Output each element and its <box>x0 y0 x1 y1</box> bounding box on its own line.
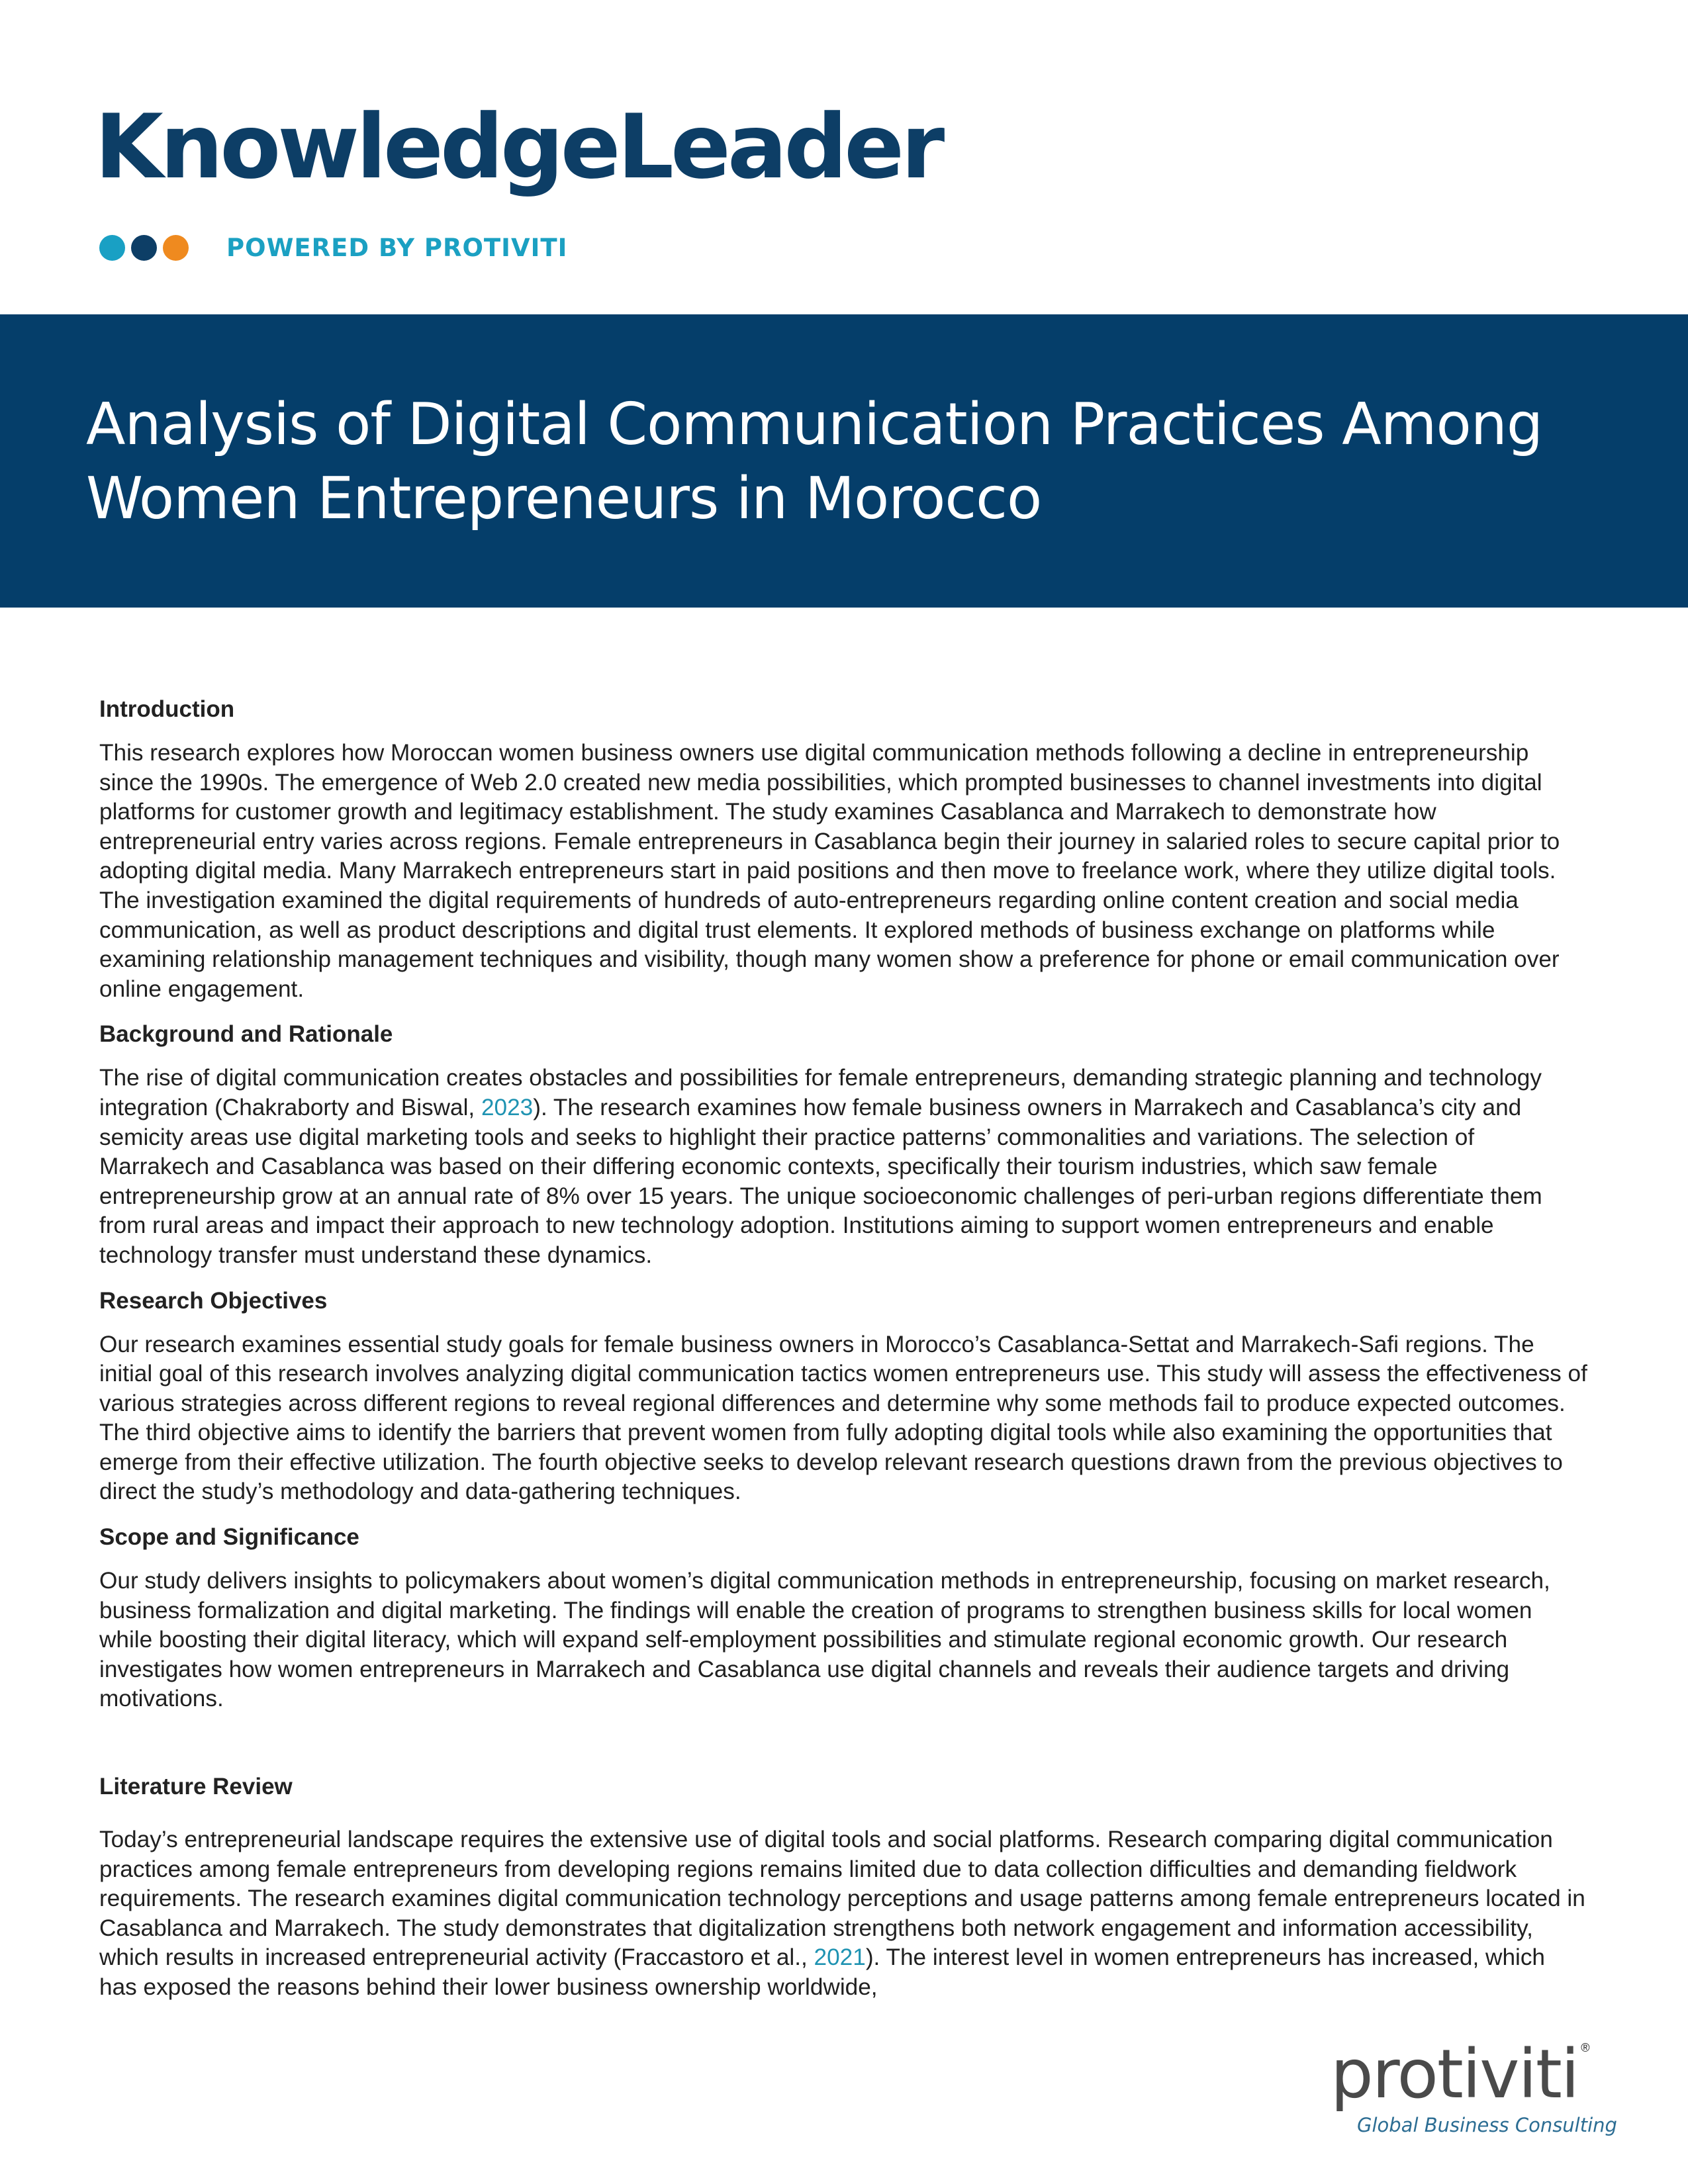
powered-by-row <box>99 233 567 262</box>
knowledgeleader-logo: KnowledgeLeader <box>95 95 942 199</box>
section-heading-literature: Literature Review <box>99 1774 293 1800</box>
brand-dot-navy <box>131 235 157 261</box>
protiviti-tagline: Global Business Consulting <box>1357 2114 1617 2136</box>
section-body-background <box>99 1064 1589 1270</box>
brand-dot-orange <box>163 235 189 261</box>
protiviti-logo <box>1331 2035 1617 2136</box>
document-body <box>99 694 1589 2003</box>
section-body-objectives: Our research examines essential study goals for female business owners in Morocco’s Casablanca-Settat and Marrakech-Safi regions. The initial goal of this research involves analyzing digital communication tactics women entrepreneurs use. This study will assess the effectiveness of various strategies across different regions to reveal regional differences and determine why some methods fail to produce expected outcomes. The third objective aims to identify the barriers that prevent women from fully adopting digital tools while also examining the opportunities that emerge from their effective utilization. The fourth objective seeks to develop relevant research questions drawn from the previous objectives to direct the study’s methodology and data-gathering techniques. <box>99 1331 1587 1505</box>
registered-mark: ® <box>1581 2041 1590 2054</box>
brand-dot-teal <box>99 235 125 261</box>
literature-text-part-1: Today’s entrepreneurial landscape requires the extensive use of digital tools and social platforms. Research comparing digital communication practices among female entrepreneurs from developing regions remains limited due to data collection difficulties and demanding fieldwork requirements. The research examines digital communication technology perceptions and usage patterns among female entrepreneurs located in Casablanca and Marrakech. The study demonstrates that digitalization strengthens both network engagement and information accessibility, which results in increased entrepreneurial activity (Fraccastoro et al., <box>99 1827 1585 1971</box>
powered-by-tagline: POWERED BY PROTIVITI <box>226 233 568 262</box>
section-body-literature <box>99 1825 1589 2003</box>
section-heading-background: Background and Rationale <box>99 1021 393 1048</box>
literature-text-part-2: ). The interest level in women entrepreneurs has increased, which has exposed the reasons behind their lower business ownership worldwide, <box>99 1944 1546 2000</box>
section-heading-introduction: Introduction <box>99 696 235 722</box>
section-body-scope: Our study delivers insights to policymakers about women’s digital communication methods in entrepreneurship, focusing on market research, business formalization and digital marketing. The findings will enable the creation of programs to strengthen business skills for local women while boosting their digital literacy, which will expand self-employment possibilities and stimulate regional economic growth. Our research investigates how women entrepreneurs in Marrakech and Casablanca use digital channels and reveals their audience targets and driving motivations. <box>99 1568 1550 1712</box>
section-body-introduction: This research explores how Moroccan women business owners use digital communication methods following a decline in entrepreneurship since the 1990s. The emergence of Web 2.0 created new media possibilities, which prompted businesses to channel investments into digital platforms for customer growth and legitimacy establishment. The study examines Casablanca and Marrakech to demonstrate how entrepreneurial entry varies across regions. Female entrepreneurs in Casablanca begin their journey in salaried roles to secure capital prior to adopting digital media. Many Marrakech entrepreneurs start in paid positions and then move to freelance work, where they utilize digital tools. The investigation examined the digital requirements of hundreds of auto-entrepreneurs regarding online content creation and social media communication, as well as product descriptions and digital trust elements. It explored methods of business exchange on platforms while examining relationship management techniques and visibility, though many women show a preference for phone or email communication over online engagement. <box>99 740 1560 1002</box>
citation-link-2023[interactable]: 2023 <box>481 1094 534 1120</box>
document-title <box>86 387 1609 535</box>
protiviti-wordmark: protiviti <box>1331 2035 1579 2114</box>
background-text-part-2: ). The research examines how female business owners in Marrakech and Casablanca’s city and semicity areas use digital marketing tools and seeks to highlight their practice patterns’ commonalities and variations. The selection of Marrakech and Casablanca was based on their differing economic contexts, specifically their tourism industries, which saw female entrepreneurship grow at an annual rate of 8% over 15 years. The unique socioeconomic challenges of peri-urban regions differentiate them from rural areas and impact their approach to new technology adoption. Institutions aiming to support women entrepreneurs and enable technology transfer must understand these dynamics. <box>99 1094 1542 1268</box>
citation-link-2021[interactable]: 2021 <box>814 1944 866 1971</box>
title-line-1: Analysis of Digital Communication Practices Among <box>86 390 1543 458</box>
title-line-2: Women Entrepreneurs in Morocco <box>86 465 1042 532</box>
title-banner <box>0 314 1688 608</box>
section-heading-scope: Scope and Significance <box>99 1524 359 1551</box>
background-text-part-1: The rise of digital communication creates obstacles and possibilities for female entrepreneurs, demanding strategic planning and technology integration (Chakraborty and Biswal, <box>99 1065 1542 1120</box>
section-heading-objectives: Research Objectives <box>99 1287 328 1314</box>
